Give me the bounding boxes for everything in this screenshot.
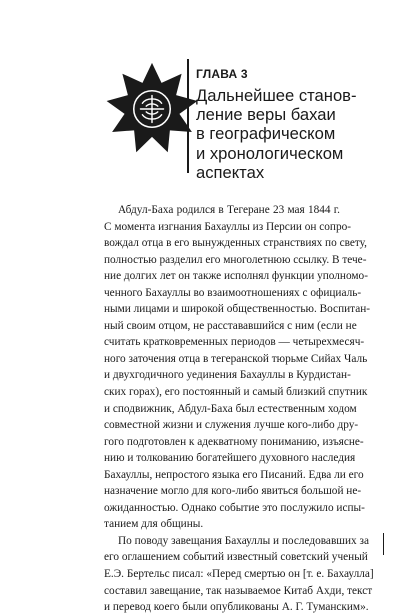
body-line: танием для общины.: [104, 518, 204, 531]
body-line: С момента изгнания Бахауллы из Персии он сопро-: [104, 220, 352, 233]
chapter-label: ГЛАВА 3: [196, 67, 248, 81]
body-line: считать кратковременных периодов — четырехмесяч-: [104, 336, 365, 349]
body-line: его оглашением событий известный советский ученый: [104, 551, 368, 564]
body-line: ожиданностью. Однако событие это послужило испы-: [104, 501, 365, 514]
body-line: и перевод коего были опубликованы А. Г. Туманским».: [104, 601, 369, 614]
body-line: гого подготовлен к адекватному пониманию, изъясне-: [104, 435, 364, 448]
header-divider: [187, 59, 189, 173]
chapter-title: [196, 86, 386, 182]
body-line: вождал отца в его вынужденных странствиях по свету,: [104, 237, 367, 250]
body-line: нию и толкованию богатейшего духовного наследия: [104, 452, 356, 465]
chapter-title-line: и хронологическом: [196, 143, 344, 163]
body-line: ченного Бахауллы во взаимоотношениях с официаль-: [104, 286, 362, 299]
body-line: ских горах), его постоянный и самый близкий спутник: [104, 386, 368, 399]
body-text: [104, 202, 374, 616]
body-line: Е.Э. Бертельс писал: «Перед смертью он [т. е. Бахаулла]: [104, 568, 374, 581]
body-line: ными лицами и широкой общественностью. Воспитан-: [104, 303, 371, 316]
body-line: и сподвижник, Абдул-Баха был естественным ходом: [104, 402, 357, 415]
chapter-title-line: аспектах: [196, 162, 265, 182]
chapter-title-line: ление веры бахаи: [196, 105, 336, 125]
chapter-title-line: Дальнейшее станов-: [196, 86, 357, 105]
body-line: Абдул-Баха родился в Тегеране 23 мая 1844 г.: [118, 204, 340, 216]
page-edge-mark: [383, 533, 384, 555]
body-line: назначение могло для кого-либо явиться большой не-: [104, 485, 362, 498]
body-line: Бахауллы, непростого языка его Писаний. Едва ли его: [104, 468, 364, 481]
nine-pointed-star-icon: [104, 61, 200, 157]
body-line: По поводу завещания Бахауллы и последовавших за: [118, 534, 369, 547]
body-line: составил завещание, так называемое Китаб Ахди, текст: [104, 584, 373, 597]
body-line: ного заточения отца в тегеранской тюрьме Сийах Чаль: [104, 352, 368, 365]
body-line: полностью разделил его многолетнюю ссылку. В тече-: [104, 253, 367, 266]
chapter-title-line: в географическом: [196, 124, 336, 144]
body-line: совместной жизни и служения лучше кого-либо дру-: [104, 419, 359, 432]
body-line: ние долгих лет он также исполнял функции уполномо-: [104, 270, 368, 283]
body-line: ный своим отцом, не расстававшийся с ним (если не: [104, 319, 357, 332]
body-line: и двухгодичного уединения Бахауллы в Курдистан-: [104, 369, 351, 382]
